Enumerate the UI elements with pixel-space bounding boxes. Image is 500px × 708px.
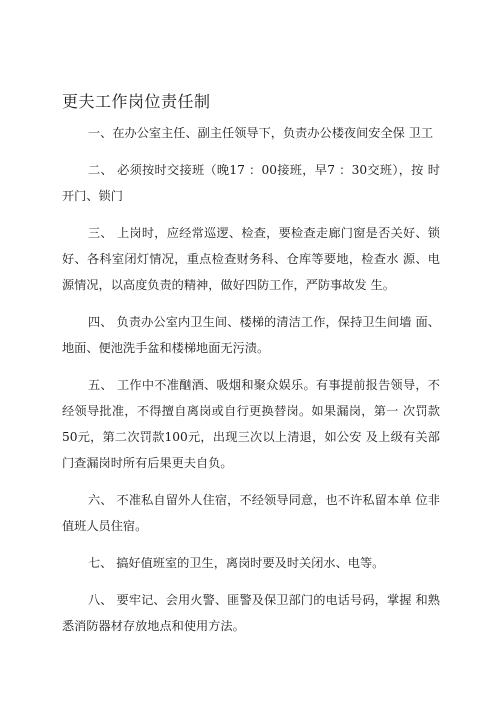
paragraph-5: 五、 工作中不准酗酒、吸烟和聚众娱乐。有事提前报告领导，不经领导批准，不得擅自离岗或自行更换替岗。如果漏岗，第一 次罚款50元，第二次罚款100元，出现三次以上清退，如公安 及上级有关部门查漏岗时所有后果更夫自负。 bbox=[62, 378, 440, 470]
document-body bbox=[62, 120, 440, 639]
paragraph-4: 四、 负责办公室内卫生间、楼梯的清洁工作，保持卫生间墙 面、地面、便池洗手盆和楼梯地面无污渍。 bbox=[62, 315, 440, 355]
paragraph-2: 二、 必须按时交接班（晚17 ：00接班，早7 ：30交班），按 时开门、锁门 bbox=[62, 163, 440, 203]
document-title: 更夫工作岗位责任制 bbox=[62, 92, 211, 111]
paragraph-7: 七、 搞好值班室的卫生，离岗时要及时关闭水、电等。 bbox=[88, 556, 385, 570]
paragraph-8: 八、 要牢记、会用火警、匪警及保卫部门的电话号码，掌握 和熟悉消防器材存放地点和使用方法。 bbox=[62, 593, 440, 633]
paragraph-1: 一、在办公室主任、副主任领导下，负责办公楼夜间安全保 卫工 bbox=[88, 126, 434, 140]
paragraph-3: 三、 上岗时，应经常巡逻、检查，要检查走廊门窗是否关好、锁好、各科室闭灯情况，重点检查财务科、仓库等要地，检查水 源、电源情况，以高度负责的精神，做好四防工作，严防事故发 生。 bbox=[62, 226, 440, 292]
paragraph-6: 六、 不准私自留外人住宿，不经领导同意，也不许私留本单 位非值班人员住宿。 bbox=[62, 493, 440, 533]
